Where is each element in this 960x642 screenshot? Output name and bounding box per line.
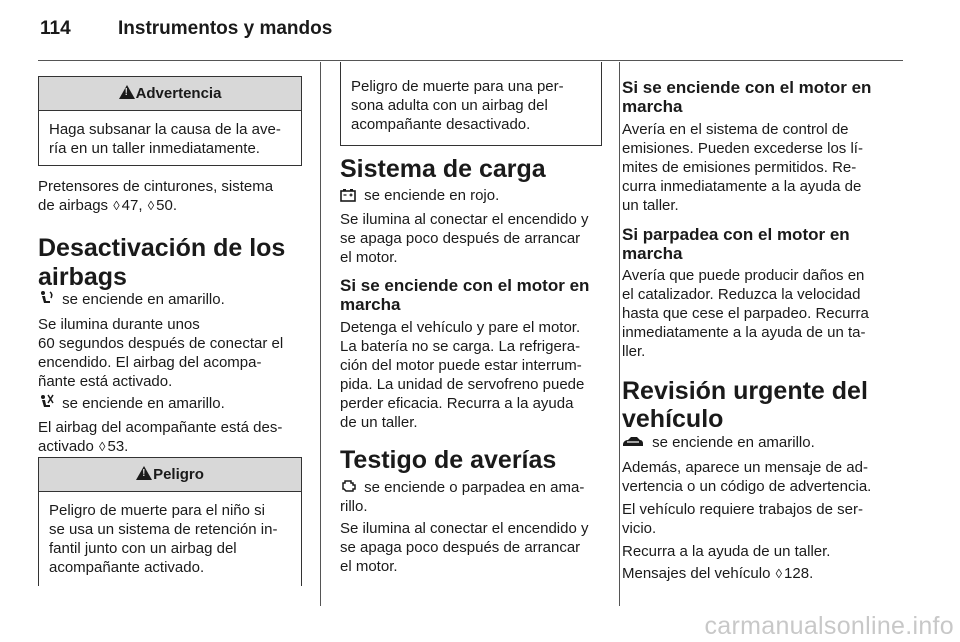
- danger-box: [38, 457, 302, 586]
- heading-enciende-1: Si se enciende con el motor en: [622, 78, 872, 97]
- motor-para-4: pida. La unidad de servofreno puede: [340, 376, 585, 393]
- watermark: carmanualsonline.info: [704, 612, 954, 640]
- requiere-para-2: vicio.: [622, 520, 657, 537]
- motor-para-2: La batería no se carga. La refrigera-: [340, 338, 581, 355]
- heading-revision-1: Revisión urgente del: [622, 377, 868, 405]
- ademas-para-2: vertencia o un código de advertencia.: [622, 478, 872, 495]
- heading-sistema-carga: Sistema de carga: [340, 155, 546, 183]
- heading-desactivacion-1: Desactivación de los: [38, 234, 286, 262]
- heading-motor-marcha-2: marcha: [340, 295, 401, 314]
- danger-box-body: Peligro de muerte para el niño si se usa un sistema de retención in- fantil junto con un airbag del acompañante activado.: [49, 502, 278, 576]
- recurra-para: Recurra a la ayuda de un taller.: [622, 543, 831, 560]
- motor-para-5: perder eficacia. Recurra a la ayuda: [340, 395, 574, 412]
- column-divider-1: [320, 62, 321, 606]
- page-ref-icon: ◊: [775, 566, 783, 581]
- enciende-para-3: mites de emisiones permitidos. Re-: [622, 159, 857, 176]
- pretensores-line-1: Pretensores de cinturones, sistema: [38, 178, 274, 195]
- airbag-on-line: se enciende en amarillo.: [38, 290, 225, 311]
- pretensores-line-2: de airbags ◊ 47, ◊ 50.: [38, 197, 177, 214]
- page-title: Instrumentos y mandos: [118, 18, 333, 39]
- engine-check-icon: [340, 478, 356, 499]
- ademas-para-1: Además, aparece un mensaje de ad-: [622, 459, 868, 476]
- averias-icon-line: se enciende o parpadea en ama-: [340, 478, 584, 499]
- airbag-off-icon: [38, 394, 54, 415]
- carga-para-2: se apaga poco después de arrancar: [340, 230, 581, 247]
- enciende-para-4: curra inmediatamente a la ayuda de: [622, 178, 862, 195]
- battery-icon: [340, 188, 356, 207]
- carga-para-1: Se ilumina al conectar el encendido y: [340, 211, 589, 228]
- enciende-para-1: Avería en el sistema de control de: [622, 121, 849, 138]
- heading-motor-marcha-1: Si se enciende con el motor en: [340, 276, 590, 295]
- parpadea-para-3: hasta que cese el parpadeo. Recurra: [622, 305, 869, 322]
- danger-box-heading: !Peligro: [39, 458, 301, 492]
- revision-icon-line: se enciende en amarillo.: [622, 433, 815, 454]
- heading-parpadea-2: marcha: [622, 244, 683, 263]
- page-ref-link[interactable]: 128: [784, 565, 810, 582]
- para-ilumina-3: encendido. El airbag del acompa-: [38, 354, 262, 371]
- requiere-para-1: El vehículo requiere trabajos de ser-: [622, 501, 863, 518]
- para-desactivado-1: El airbag del acompañante está des-: [38, 419, 283, 436]
- header-divider: [38, 60, 903, 61]
- warning-box-heading: !Advertencia: [39, 77, 301, 111]
- page-ref-icon: ◊: [113, 198, 120, 213]
- warning-triangle-icon: [119, 85, 135, 99]
- averias-para-1: Se ilumina al conectar el encendido y: [340, 520, 589, 537]
- parpadea-para-4: inmediatamente a la ayuda de un ta-: [622, 324, 866, 341]
- warning-triangle-icon: [136, 466, 152, 480]
- heading-desactivacion-2: airbags: [38, 263, 127, 291]
- mensajes-para: Mensajes del vehículo ◊ 128.: [622, 565, 814, 582]
- airbag-off-line: se enciende en amarillo.: [38, 394, 225, 415]
- carga-para-3: el motor.: [340, 249, 398, 266]
- page-ref-link[interactable]: 47: [121, 197, 139, 214]
- warning-box-body: Haga subsanar la causa de la ave- ría en un taller inmediatamente.: [49, 121, 281, 157]
- motor-para-3: ción del motor puede estar interrum-: [340, 357, 582, 374]
- motor-para-1: Detenga el vehículo y pare el motor.: [340, 319, 581, 336]
- motor-para-6: de un taller.: [340, 414, 418, 431]
- heading-revision-2: vehículo: [622, 405, 724, 433]
- heading-parpadea-1: Si parpadea con el motor en: [622, 225, 850, 244]
- service-vehicle-icon: [622, 435, 644, 454]
- parpadea-para-2: el catalizador. Reduzca la velocidad: [622, 286, 861, 303]
- page-ref-link[interactable]: 53: [107, 438, 125, 455]
- page-ref-icon: ◊: [99, 439, 106, 454]
- airbag-on-icon: [38, 290, 54, 311]
- page-ref-icon: ◊: [147, 198, 155, 213]
- danger-box-continued: Peligro de muerte para una per- sona adulta con un airbag del acompañante desactivado.: [340, 62, 602, 146]
- para-ilumina-2: 60 segundos después de conectar el: [38, 335, 284, 352]
- heading-testigo-averias: Testigo de averías: [340, 446, 557, 474]
- averias-para-3: el motor.: [340, 558, 398, 575]
- averias-line-2: rillo.: [340, 498, 368, 515]
- para-desactivado-2: activado ◊ 53.: [38, 438, 129, 455]
- heading-enciende-2: marcha: [622, 97, 683, 116]
- page-ref-link[interactable]: 50: [156, 197, 173, 214]
- averias-para-2: se apaga poco después de arrancar: [340, 539, 581, 556]
- column-divider-2: [619, 62, 620, 606]
- parpadea-para-5: ller.: [622, 343, 646, 360]
- warning-box: [38, 76, 302, 166]
- carga-icon-line: se enciende en rojo.: [340, 186, 499, 207]
- parpadea-para-1: Avería que puede producir daños en: [622, 267, 865, 284]
- para-ilumina-1: Se ilumina durante unos: [38, 316, 200, 333]
- enciende-para-5: un taller.: [622, 197, 679, 214]
- page-number: 114: [40, 18, 71, 39]
- para-ilumina-4: ñante está activado.: [38, 373, 173, 390]
- enciende-para-2: emisiones. Pueden excederse los lí-: [622, 140, 863, 157]
